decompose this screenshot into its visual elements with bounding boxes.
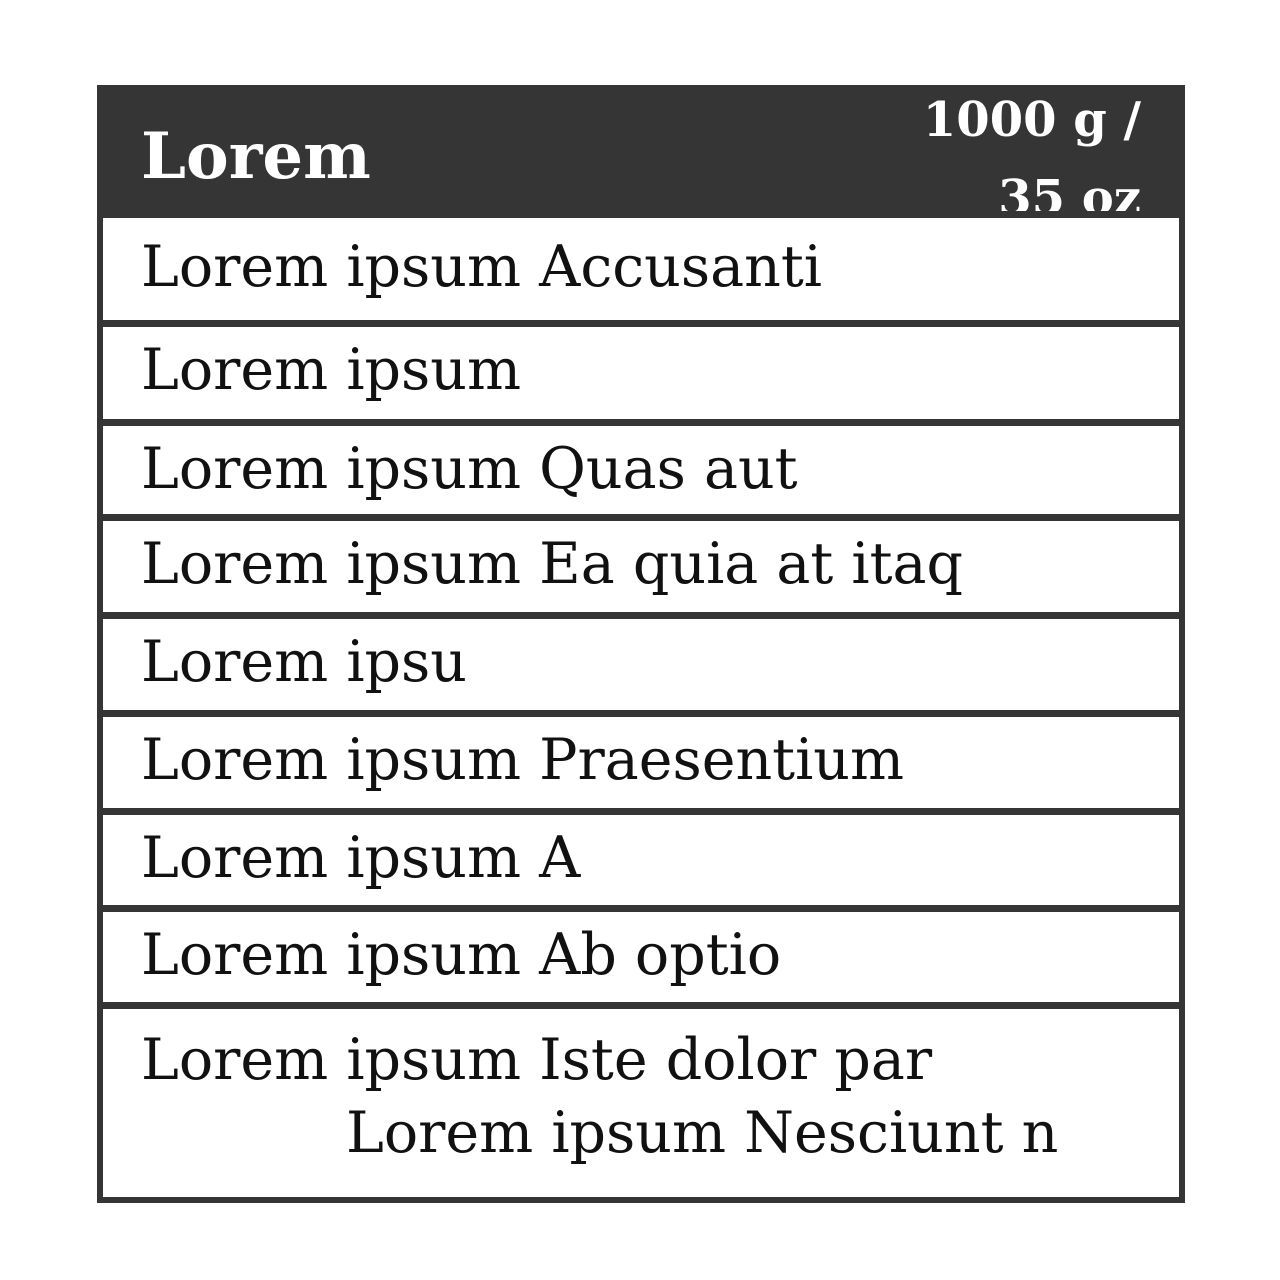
list-item-text: Lorem ipsum Quas aut <box>141 436 798 502</box>
list-item-text: Lorem ipsum Iste dolor par <box>141 1027 933 1093</box>
list-item <box>103 905 1179 1002</box>
list-item <box>103 320 1179 419</box>
list-item-text: Lorem ipsum Ea quia at itaq <box>141 531 964 597</box>
card-header <box>103 91 1179 226</box>
list-item <box>103 211 1179 320</box>
list-item <box>103 710 1179 808</box>
card-title: Lorem <box>141 119 371 194</box>
list-item <box>103 514 1179 612</box>
list-item <box>103 1002 1179 1197</box>
list-item-text: Lorem ipsum <box>141 337 522 403</box>
list-item <box>103 808 1179 905</box>
list-item-text: Lorem ipsu <box>141 629 467 695</box>
list-item <box>103 419 1179 514</box>
list-item-text-continued: Lorem ipsum Nesciunt n <box>346 1100 1059 1166</box>
list-item-text: Lorem ipsum Ab optio <box>141 922 782 988</box>
weight-label: 1000 g / 35 oz <box>922 92 1141 226</box>
list-item-text: Lorem ipsum Praesentium <box>141 727 905 793</box>
product-card <box>97 85 1185 1203</box>
list-item-text: Lorem ipsum Accusanti <box>141 234 822 300</box>
list-item-text: Lorem ipsum A <box>141 825 581 891</box>
list-item <box>103 612 1179 710</box>
